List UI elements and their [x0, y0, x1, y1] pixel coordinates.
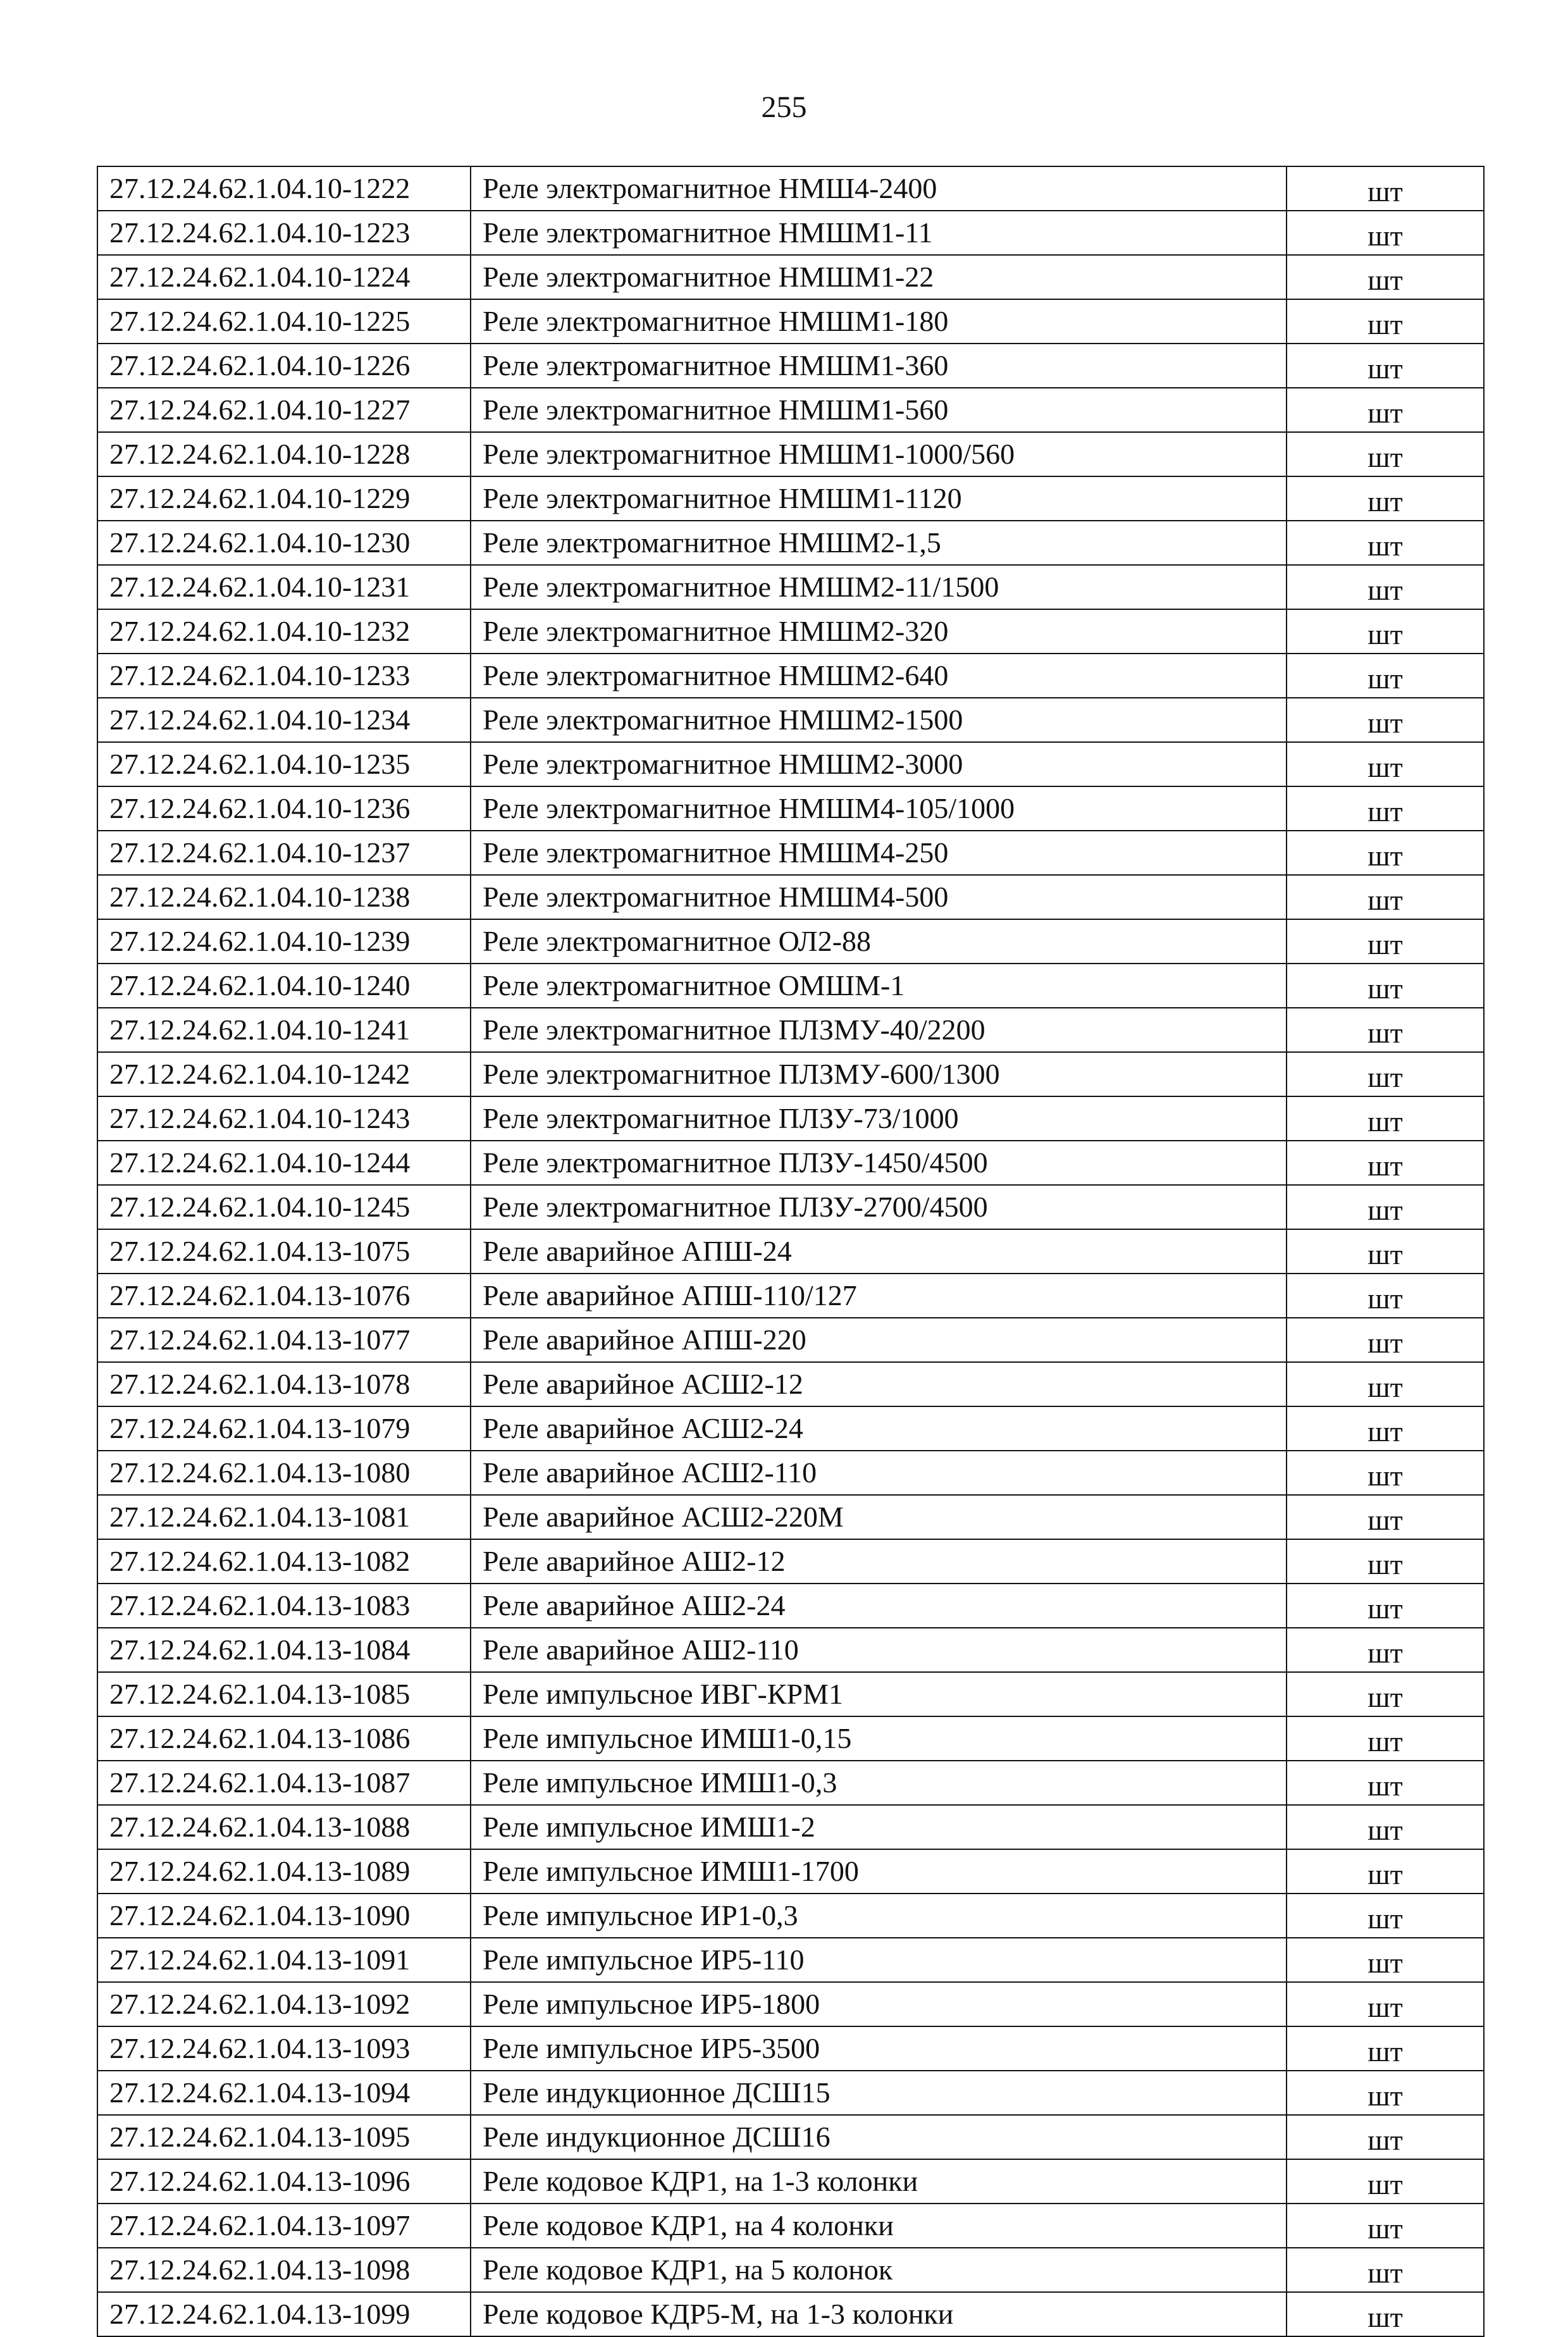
unit-cell: шт — [1287, 432, 1484, 476]
unit-cell: шт — [1287, 919, 1484, 964]
resource-name-cell: Реле электромагнитное ПЛЗМУ-40/2200 — [471, 1008, 1287, 1052]
resource-name-cell: Реле кодовое КДР5-М, на 1-3 колонки — [471, 2292, 1287, 2336]
table-row — [97, 1849, 1484, 1894]
resource-code-cell: 27.12.24.62.1.04.10-1231 — [97, 565, 471, 609]
resource-code-cell: 27.12.24.62.1.04.10-1227 — [97, 388, 471, 432]
resource-name-cell: Реле кодовое КДР1, на 4 колонки — [471, 2204, 1287, 2248]
unit-cell: шт — [1287, 565, 1484, 609]
unit-cell: шт — [1287, 609, 1484, 654]
resource-code-cell: 27.12.24.62.1.04.13-1095 — [97, 2115, 471, 2159]
resource-code-cell: 27.12.24.62.1.04.13-1087 — [97, 1761, 471, 1805]
unit-cell: шт — [1287, 1495, 1484, 1539]
unit-cell: шт — [1287, 654, 1484, 698]
unit-cell: шт — [1287, 1938, 1484, 1982]
resource-code-cell: 27.12.24.62.1.04.10-1232 — [97, 609, 471, 654]
resource-code-cell: 27.12.24.62.1.04.13-1098 — [97, 2248, 471, 2292]
table-row — [97, 1141, 1484, 1185]
table-row — [97, 1274, 1484, 1318]
resource-code-cell: 27.12.24.62.1.04.13-1092 — [97, 1982, 471, 2026]
table-row — [97, 476, 1484, 521]
table-row — [97, 786, 1484, 831]
table-row — [97, 919, 1484, 964]
unit-cell: шт — [1287, 1982, 1484, 2026]
resource-code-cell: 27.12.24.62.1.04.13-1077 — [97, 1318, 471, 1362]
resource-name-cell: Реле кодовое КДР1, на 5 колонок — [471, 2248, 1287, 2292]
resource-name-cell: Реле импульсное ИМШ1-2 — [471, 1805, 1287, 1849]
resource-code-cell: 27.12.24.62.1.04.10-1237 — [97, 831, 471, 875]
table-row — [97, 211, 1484, 255]
resource-code-cell: 27.12.24.62.1.04.13-1088 — [97, 1805, 471, 1849]
table-row — [97, 1584, 1484, 1628]
resource-code-cell: 27.12.24.62.1.04.10-1222 — [97, 166, 471, 211]
resource-code-cell: 27.12.24.62.1.04.13-1099 — [97, 2292, 471, 2336]
resource-name-cell: Реле электромагнитное НМШМ4-500 — [471, 875, 1287, 919]
resource-code-cell: 27.12.24.62.1.04.10-1234 — [97, 698, 471, 742]
resource-name-cell: Реле импульсное ИМШ1-0,3 — [471, 1761, 1287, 1805]
unit-cell: шт — [1287, 1185, 1484, 1229]
table-row — [97, 565, 1484, 609]
resource-name-cell: Реле электромагнитное НМШМ1-1120 — [471, 476, 1287, 521]
resource-name-cell: Реле аварийное АШ2-12 — [471, 1539, 1287, 1584]
resource-name-cell: Реле электромагнитное НМШМ2-11/1500 — [471, 565, 1287, 609]
table-row — [97, 654, 1484, 698]
resource-name-cell: Реле импульсное ИМШ1-1700 — [471, 1849, 1287, 1894]
unit-cell: шт — [1287, 1761, 1484, 1805]
resource-code-cell: 27.12.24.62.1.04.10-1229 — [97, 476, 471, 521]
resource-name-cell: Реле электромагнитное НМШ4-2400 — [471, 166, 1287, 211]
unit-cell: шт — [1287, 476, 1484, 521]
unit-cell: шт — [1287, 2248, 1484, 2292]
table-row — [97, 1628, 1484, 1672]
table-row — [97, 2292, 1484, 2336]
resource-code-cell: 27.12.24.62.1.04.13-1090 — [97, 1894, 471, 1938]
unit-cell: шт — [1287, 1141, 1484, 1185]
resource-name-cell: Реле аварийное АШ2-110 — [471, 1628, 1287, 1672]
unit-cell: шт — [1287, 1451, 1484, 1495]
unit-cell: шт — [1287, 166, 1484, 211]
resource-name-cell: Реле электромагнитное ПЛЗУ-73/1000 — [471, 1096, 1287, 1141]
resource-name-cell: Реле электромагнитное НМШМ1-180 — [471, 299, 1287, 344]
resource-code-cell: 27.12.24.62.1.04.13-1083 — [97, 1584, 471, 1628]
unit-cell: шт — [1287, 1229, 1484, 1274]
resource-code-cell: 27.12.24.62.1.04.13-1086 — [97, 1716, 471, 1761]
resource-code-cell: 27.12.24.62.1.04.13-1084 — [97, 1628, 471, 1672]
resource-code-cell: 27.12.24.62.1.04.10-1226 — [97, 344, 471, 388]
resource-name-cell: Реле импульсное ИР5-1800 — [471, 1982, 1287, 2026]
resource-name-cell: Реле аварийное АСШ2-12 — [471, 1362, 1287, 1406]
unit-cell: шт — [1287, 2292, 1484, 2336]
unit-cell: шт — [1287, 1894, 1484, 1938]
resource-name-cell: Реле электромагнитное ПЛЗМУ-600/1300 — [471, 1052, 1287, 1096]
table-row — [97, 1495, 1484, 1539]
table-row — [97, 2071, 1484, 2115]
resource-code-cell: 27.12.24.62.1.04.13-1078 — [97, 1362, 471, 1406]
resource-code-cell: 27.12.24.62.1.04.13-1082 — [97, 1539, 471, 1584]
resource-name-cell: Реле электромагнитное ОМШМ-1 — [471, 964, 1287, 1008]
resource-name-cell: Реле аварийное АПШ-110/127 — [471, 1274, 1287, 1318]
table-row — [97, 2248, 1484, 2292]
unit-cell: шт — [1287, 2115, 1484, 2159]
resource-code-cell: 27.12.24.62.1.04.10-1224 — [97, 255, 471, 299]
resource-name-cell: Реле электромагнитное НМШМ1-360 — [471, 344, 1287, 388]
table-row — [97, 2026, 1484, 2071]
table-row — [97, 1318, 1484, 1362]
unit-cell: шт — [1287, 1805, 1484, 1849]
unit-cell: шт — [1287, 698, 1484, 742]
unit-cell: шт — [1287, 1008, 1484, 1052]
resource-name-cell: Реле электромагнитное НМШМ1-22 — [471, 255, 1287, 299]
table-body — [97, 166, 1484, 2336]
resource-code-cell: 27.12.24.62.1.04.10-1243 — [97, 1096, 471, 1141]
unit-cell: шт — [1287, 831, 1484, 875]
resource-name-cell: Реле кодовое КДР1, на 1-3 колонки — [471, 2159, 1287, 2204]
unit-cell: шт — [1287, 1672, 1484, 1716]
table-row — [97, 1716, 1484, 1761]
unit-cell: шт — [1287, 255, 1484, 299]
resource-name-cell: Реле аварийное АСШ2-24 — [471, 1406, 1287, 1451]
resource-code-cell: 27.12.24.62.1.04.13-1076 — [97, 1274, 471, 1318]
unit-cell: шт — [1287, 2026, 1484, 2071]
resource-name-cell: Реле электромагнитное НМШМ4-250 — [471, 831, 1287, 875]
table-row — [97, 1672, 1484, 1716]
resource-name-cell: Реле аварийное АСШ2-220М — [471, 1495, 1287, 1539]
resource-code-cell: 27.12.24.62.1.04.10-1238 — [97, 875, 471, 919]
resource-name-cell: Реле аварийное АСШ2-110 — [471, 1451, 1287, 1495]
unit-cell: шт — [1287, 299, 1484, 344]
resource-code-cell: 27.12.24.62.1.04.13-1085 — [97, 1672, 471, 1716]
unit-cell: шт — [1287, 2159, 1484, 2204]
unit-cell: шт — [1287, 1584, 1484, 1628]
unit-cell: шт — [1287, 521, 1484, 565]
resource-name-cell: Реле электромагнитное ПЛЗУ-2700/4500 — [471, 1185, 1287, 1229]
unit-cell: шт — [1287, 786, 1484, 831]
resource-code-cell: 27.12.24.62.1.04.10-1239 — [97, 919, 471, 964]
unit-cell: шт — [1287, 1096, 1484, 1141]
resource-code-cell: 27.12.24.62.1.04.13-1079 — [97, 1406, 471, 1451]
resource-name-cell: Реле электромагнитное НМШМ1-11 — [471, 211, 1287, 255]
resource-name-cell: Реле электромагнитное НМШМ2-640 — [471, 654, 1287, 698]
table-row — [97, 1096, 1484, 1141]
unit-cell: шт — [1287, 2204, 1484, 2248]
table-row — [97, 1185, 1484, 1229]
table-row — [97, 255, 1484, 299]
page-number: 255 — [761, 90, 807, 124]
resource-code-cell: 27.12.24.62.1.04.10-1236 — [97, 786, 471, 831]
table-row — [97, 698, 1484, 742]
unit-cell: шт — [1287, 344, 1484, 388]
resource-name-cell: Реле электромагнитное ПЛЗУ-1450/4500 — [471, 1141, 1287, 1185]
resource-code-cell: 27.12.24.62.1.04.13-1094 — [97, 2071, 471, 2115]
resource-name-cell: Реле электромагнитное ОЛ2-88 — [471, 919, 1287, 964]
unit-cell: шт — [1287, 1716, 1484, 1761]
unit-cell: шт — [1287, 1539, 1484, 1584]
table-row — [97, 299, 1484, 344]
table-row — [97, 1938, 1484, 1982]
table-row — [97, 1451, 1484, 1495]
table-row — [97, 964, 1484, 1008]
resource-name-cell: Реле импульсное ИР5-3500 — [471, 2026, 1287, 2071]
resource-name-cell: Реле аварийное АПШ-24 — [471, 1229, 1287, 1274]
resource-name-cell: Реле электромагнитное НМШМ1-1000/560 — [471, 432, 1287, 476]
resource-code-cell: 27.12.24.62.1.04.13-1091 — [97, 1938, 471, 1982]
table-row — [97, 1052, 1484, 1096]
unit-cell: шт — [1287, 1849, 1484, 1894]
table-row — [97, 1362, 1484, 1406]
resource-name-cell: Реле аварийное АШ2-24 — [471, 1584, 1287, 1628]
resource-name-cell: Реле электромагнитное НМШМ2-3000 — [471, 742, 1287, 786]
table-row — [97, 344, 1484, 388]
resource-code-cell: 27.12.24.62.1.04.10-1245 — [97, 1185, 471, 1229]
table-row — [97, 1761, 1484, 1805]
resource-code-cell: 27.12.24.62.1.04.10-1228 — [97, 432, 471, 476]
resource-name-cell: Реле импульсное ИР5-110 — [471, 1938, 1287, 1982]
unit-cell: шт — [1287, 742, 1484, 786]
table-row — [97, 1539, 1484, 1584]
table-row — [97, 521, 1484, 565]
table-row — [97, 2204, 1484, 2248]
unit-cell: шт — [1287, 1406, 1484, 1451]
table-row — [97, 1008, 1484, 1052]
resource-name-cell: Реле электромагнитное НМШМ2-1500 — [471, 698, 1287, 742]
resource-name-cell: Реле аварийное АПШ-220 — [471, 1318, 1287, 1362]
unit-cell: шт — [1287, 211, 1484, 255]
resource-code-cell: 27.12.24.62.1.04.10-1235 — [97, 742, 471, 786]
table-row — [97, 432, 1484, 476]
table-row — [97, 831, 1484, 875]
table-row — [97, 166, 1484, 211]
resource-table — [97, 166, 1485, 2337]
resource-code-cell: 27.12.24.62.1.04.13-1075 — [97, 1229, 471, 1274]
resource-code-cell: 27.12.24.62.1.04.10-1230 — [97, 521, 471, 565]
resource-code-cell: 27.12.24.62.1.04.13-1089 — [97, 1849, 471, 1894]
unit-cell: шт — [1287, 1274, 1484, 1318]
resource-code-cell: 27.12.24.62.1.04.13-1080 — [97, 1451, 471, 1495]
table-row — [97, 2159, 1484, 2204]
unit-cell: шт — [1287, 1052, 1484, 1096]
unit-cell: шт — [1287, 388, 1484, 432]
resource-code-cell: 27.12.24.62.1.04.10-1225 — [97, 299, 471, 344]
resource-code-cell: 27.12.24.62.1.04.10-1223 — [97, 211, 471, 255]
resource-name-cell: Реле индукционное ДСШ15 — [471, 2071, 1287, 2115]
unit-cell: шт — [1287, 1318, 1484, 1362]
resource-name-cell: Реле индукционное ДСШ16 — [471, 2115, 1287, 2159]
table-row — [97, 875, 1484, 919]
table-row — [97, 742, 1484, 786]
resource-code-cell: 27.12.24.62.1.04.13-1093 — [97, 2026, 471, 2071]
resource-code-cell: 27.12.24.62.1.04.13-1097 — [97, 2204, 471, 2248]
table-row — [97, 2115, 1484, 2159]
resource-code-cell: 27.12.24.62.1.04.13-1096 — [97, 2159, 471, 2204]
resource-code-cell: 27.12.24.62.1.04.13-1081 — [97, 1495, 471, 1539]
table-row — [97, 609, 1484, 654]
resource-code-cell: 27.12.24.62.1.04.10-1240 — [97, 964, 471, 1008]
resource-code-cell: 27.12.24.62.1.04.10-1242 — [97, 1052, 471, 1096]
resource-code-cell: 27.12.24.62.1.04.10-1244 — [97, 1141, 471, 1185]
unit-cell: шт — [1287, 1362, 1484, 1406]
resource-code-cell: 27.12.24.62.1.04.10-1241 — [97, 1008, 471, 1052]
resource-name-cell: Реле электромагнитное НМШМ1-560 — [471, 388, 1287, 432]
unit-cell: шт — [1287, 1628, 1484, 1672]
resource-name-cell: Реле электромагнитное НМШМ4-105/1000 — [471, 786, 1287, 831]
table-row — [97, 1805, 1484, 1849]
resource-name-cell: Реле импульсное ИВГ-КРМ1 — [471, 1672, 1287, 1716]
resource-name-cell: Реле электромагнитное НМШМ2-1,5 — [471, 521, 1287, 565]
table-row — [97, 1894, 1484, 1938]
resource-name-cell: Реле импульсное ИР1-0,3 — [471, 1894, 1287, 1938]
unit-cell: шт — [1287, 2071, 1484, 2115]
table-row — [97, 1406, 1484, 1451]
resource-name-cell: Реле импульсное ИМШ1-0,15 — [471, 1716, 1287, 1761]
table-row — [97, 1229, 1484, 1274]
table-row — [97, 388, 1484, 432]
unit-cell: шт — [1287, 875, 1484, 919]
table-row — [97, 1982, 1484, 2026]
resource-code-cell: 27.12.24.62.1.04.10-1233 — [97, 654, 471, 698]
unit-cell: шт — [1287, 964, 1484, 1008]
resource-name-cell: Реле электромагнитное НМШМ2-320 — [471, 609, 1287, 654]
